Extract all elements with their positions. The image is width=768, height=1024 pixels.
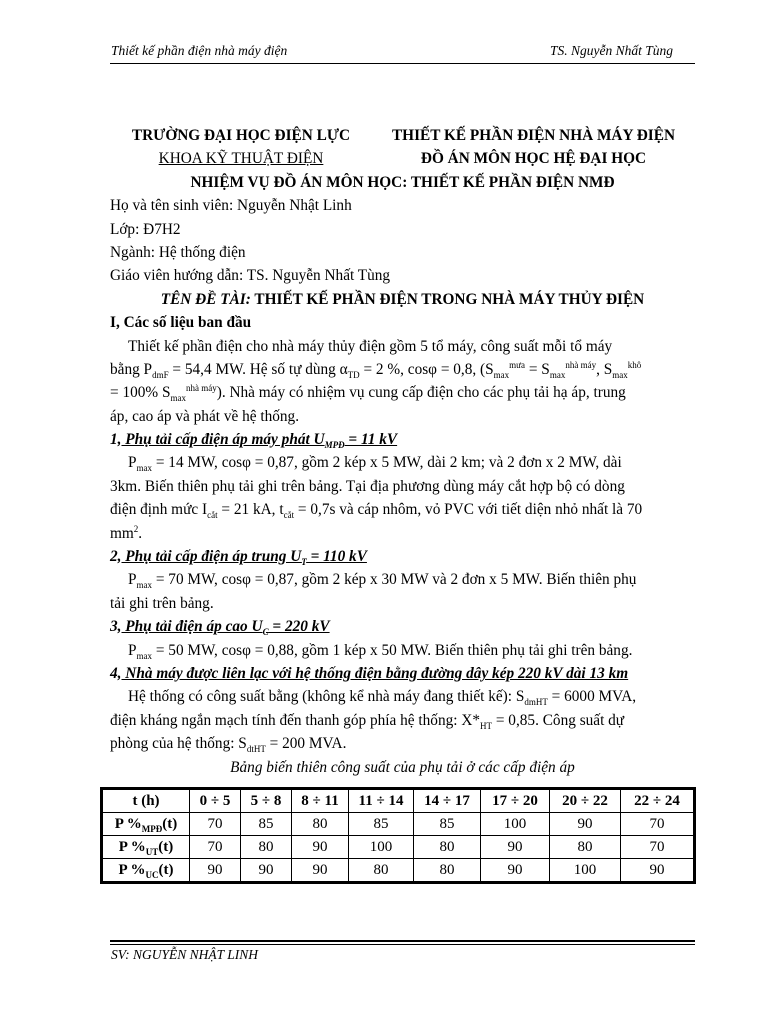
header-rule bbox=[110, 63, 695, 64]
p1-line-a: Thiết kế phần điện cho nhà máy thủy điện gồm 5 tổ máy, công suất mỗi tổ máy bbox=[128, 337, 613, 355]
table-cell: 90 bbox=[481, 836, 550, 859]
table-header-cell: 11 ÷ 14 bbox=[349, 790, 414, 813]
title-row-1 bbox=[110, 124, 695, 147]
header-left: Thiết kế phần điện nhà máy điện bbox=[111, 43, 288, 58]
course-title: ĐỒ ÁN MÔN HỌC HỆ ĐẠI HỌC bbox=[420, 150, 647, 168]
document-body bbox=[110, 124, 695, 779]
table-cell: 80 bbox=[414, 859, 481, 882]
s2-line-a: $P_{max} = 70$ MW, cosφ = 0,87, gồm 2 kép x 30 MW và 2 đơn x 5 MW. Biến thiên phụ bbox=[128, 571, 637, 591]
table-cell: 100 bbox=[349, 836, 414, 859]
s1-line-c: điện định mức $I_{cắt} = 21$ kA, $t_{cắt} = 0,7s$ và cáp nhôm, vỏ PVC với tiết diện nhỏ nhất là 70 bbox=[110, 501, 643, 521]
task-title: NHIỆM VỤ ĐỒ ÁN MÔN HỌC: THIẾT KẾ PHẦN ĐIỆN NMĐ bbox=[190, 173, 615, 191]
load-table bbox=[102, 789, 694, 882]
table-cell: 90 bbox=[481, 859, 550, 882]
table-cell: 90 bbox=[292, 836, 349, 859]
table-header-cell: t (h) bbox=[103, 790, 190, 813]
topic-label: TÊN ĐỀ TÀI: bbox=[160, 290, 251, 308]
topic-text: THIẾT KẾ PHẦN ĐIỆN TRONG NHÀ MÁY THỦY ĐIỆN bbox=[250, 290, 645, 308]
section-1-title: I, Các số liệu ban đầu bbox=[110, 314, 252, 332]
student-major: Ngành: Hệ thống điện bbox=[110, 243, 246, 261]
footer-rule-thin bbox=[110, 944, 695, 945]
footer-student: SV: NGUYỄN NHẬT LINH bbox=[111, 947, 259, 962]
table-header-cell: 0 ÷ 5 bbox=[190, 790, 241, 813]
s2-line-b: tải ghi trên bảng. bbox=[110, 594, 214, 612]
table-header-row bbox=[103, 790, 694, 813]
footer-rule-thick bbox=[110, 940, 695, 942]
table-cell: 80 bbox=[414, 836, 481, 859]
table-row-label: P $\%_{MPĐ}(t)$ bbox=[103, 813, 190, 836]
student-name: Họ và tên sinh viên: Nguyễn Nhật Linh bbox=[110, 197, 352, 215]
s3-line-a: $P_{max} = 50$ MW, cosφ = 0,88, gồm 1 kép x 50 MW. Biến thiên phụ tải ghi trên bảng. bbox=[128, 641, 633, 661]
topic-title bbox=[110, 288, 695, 311]
table-cell: 100 bbox=[550, 859, 621, 882]
title-row-2 bbox=[110, 147, 695, 170]
table-row-label: P $\%_{UC}(t)$ bbox=[103, 859, 190, 882]
table-row bbox=[103, 813, 694, 836]
table-cell: 90 bbox=[621, 859, 694, 882]
subsection-2-title: 2, Phụ tải cấp điện áp trung $U_T = 110$ kV bbox=[110, 548, 367, 568]
s1-line-d: $mm^2$. bbox=[110, 523, 143, 542]
table-cell: 80 bbox=[241, 836, 292, 859]
table-row-label: P $\%_{UT}(t)$ bbox=[103, 836, 190, 859]
table-cell: 85 bbox=[241, 813, 292, 836]
table-cell: 70 bbox=[190, 836, 241, 859]
table-header-cell: 5 ÷ 8 bbox=[241, 790, 292, 813]
subsection-1-title: 1, Phụ tải cấp điện áp máy phát $U_{MPĐ} = 11$ kV bbox=[110, 431, 398, 451]
p1-line-b: bằng $P_{dmF} = 54,4$ MW. Hệ số tự dùng $\alpha_{TD} = 2$ %, cosφ = 0,8, ($S_{max}^{mưa} = S_{max}^{nhà máy}$, $S_{max}^{khô}$ bbox=[110, 359, 642, 380]
s1-line-a: $P_{max} = 14$ MW, cosφ = 0,87, gồm 2 kép x 5 MW, dài 2 km; và 2 đơn x 2 MW, dài bbox=[128, 454, 622, 474]
subsection-4-title: 4, Nhà máy được liên lạc với hệ thống điện bằng đường dây kép 220 kV dài 13 km bbox=[110, 664, 629, 682]
p1-line-d: áp, cao áp và phát về hệ thống. bbox=[110, 407, 300, 425]
table-header-cell: 17 ÷ 20 bbox=[481, 790, 550, 813]
s1-line-b: 3km. Biến thiên phụ tải ghi trên bảng. Tại địa phương dùng máy cắt hợp bộ có dòng bbox=[110, 477, 625, 495]
s4-line-b: điện kháng ngắn mạch tính đến thanh góp phía hệ thống: $X*_{HT} = 0,85$. Công suất dự bbox=[110, 711, 625, 731]
s4-line-c: phòng của hệ thống: $S_{dtHT} = 200$ MVA. bbox=[110, 735, 347, 755]
table-cell: 90 bbox=[190, 859, 241, 882]
university-name: TRƯỜNG ĐẠI HỌC ĐIỆN LỰC bbox=[131, 127, 351, 144]
table-cell: 90 bbox=[241, 859, 292, 882]
faculty-name: KHOA KỸ THUẬT ĐIỆN bbox=[158, 150, 324, 168]
table-header-cell: 8 ÷ 11 bbox=[292, 790, 349, 813]
table-cell: 70 bbox=[621, 813, 694, 836]
p1-line-c: = 100% $S_{max}^{nhà máy}$). Nhà máy có nhiệm vụ cung cấp điện cho các phụ tải hạ áp, trung bbox=[110, 383, 626, 404]
subject-title: THIẾT KẾ PHẦN ĐIỆN NHÀ MÁY ĐIỆN bbox=[391, 127, 676, 144]
table-header-cell: 22 ÷ 24 bbox=[621, 790, 694, 813]
table-cell: 90 bbox=[550, 813, 621, 836]
table-cell: 80 bbox=[550, 836, 621, 859]
table-cell: 80 bbox=[292, 813, 349, 836]
table-cell: 90 bbox=[292, 859, 349, 882]
table-row bbox=[103, 859, 694, 882]
table-cell: 70 bbox=[190, 813, 241, 836]
s4-line-a: Hệ thống có công suất bằng (không kể nhà máy đang thiết kế): $S_{dmHT} = 6000$ MVA, bbox=[128, 688, 637, 708]
subsection-3-title: 3, Phụ tải điện áp cao $U_C = 220$ kV bbox=[110, 618, 330, 638]
table-cell: 100 bbox=[481, 813, 550, 836]
table-row bbox=[103, 836, 694, 859]
table-cell: 85 bbox=[349, 813, 414, 836]
table-cell: 85 bbox=[414, 813, 481, 836]
table-cell: 80 bbox=[349, 859, 414, 882]
table-cell: 70 bbox=[621, 836, 694, 859]
header-right: TS. Nguyễn Nhất Tùng bbox=[549, 43, 673, 58]
student-class: Lớp: Đ7H2 bbox=[110, 220, 181, 238]
advisor-name: Giáo viên hướng dẫn: TS. Nguyễn Nhất Tùng bbox=[110, 267, 391, 285]
table-caption: Bảng biến thiên công suất của phụ tải ở các cấp điện áp bbox=[230, 758, 575, 776]
table-header-cell: 14 ÷ 17 bbox=[414, 790, 481, 813]
table-header-cell: 20 ÷ 22 bbox=[550, 790, 621, 813]
